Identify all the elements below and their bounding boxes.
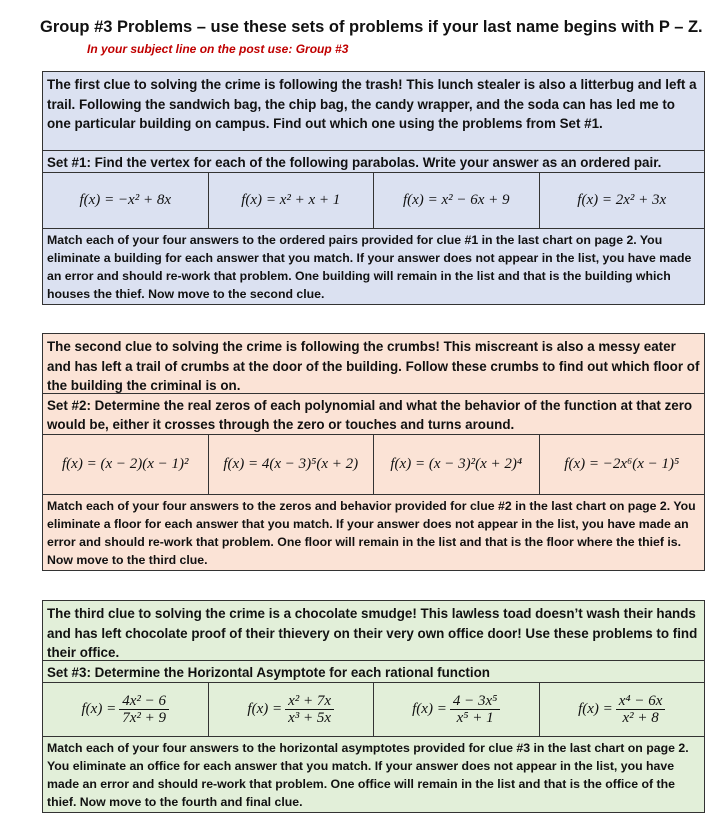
equation-lhs: f(x): [79, 192, 101, 208]
denominator: 7x² + 9: [122, 710, 166, 726]
fraction: [119, 693, 169, 726]
equation-lhs: f(x): [390, 456, 412, 472]
clue-3-box: [42, 600, 705, 813]
numerator: x² + 7x: [285, 693, 334, 710]
equation-lhs: f(x): [402, 192, 424, 208]
set-1-equation-4: f(x) = 2x² + 3x: [577, 192, 667, 208]
equation-lhs: f(x): [241, 192, 263, 208]
set-2-equation-2: f(x) = 4(x − 3)⁵(x + 2): [209, 435, 375, 494]
equation-rhs: (x − 2)(x − 1)²: [100, 456, 189, 472]
denominator: x⁵ + 1: [456, 710, 494, 726]
clue-3-match-instructions: Match each of your four answers to the horizontal asymptotes provided for clue #3 in the last chart on page 2. You eliminate an office for each answer that you match. If your answer does not appear in the list, you have made an error and should re-work that problem. One office will remain in the list and that is the office of the thief. Now move to the fourth and final clue.: [47, 741, 689, 809]
equation-rhs: 4(x − 3)⁵(x + 2): [261, 456, 359, 472]
clue-2-match-instructions: Match each of your four answers to the zeros and behavior provided for clue #2 in the last chart on page 2. You eliminate a floor for each answer that you match. If your answer does not appear in the list, you have made an error and should re-work that problem. One floor will remain in the list and that is the floor where the thief is. Now move to the third clue.: [47, 499, 696, 567]
clue-2-box: [42, 333, 705, 571]
set-3-equation-2: f(x) = $\frac{\text{x² + 7x}}{\text{x³ + 5x}}$: [209, 683, 375, 736]
equation-lhs: f(x): [81, 701, 103, 717]
fraction: [450, 693, 501, 726]
equation-lhs: f(x): [247, 701, 269, 717]
numerator: 4 − 3x⁵: [450, 693, 501, 710]
equation-rhs: (x − 3)²(x + 2)⁴: [428, 456, 523, 472]
clue-1-intro: The first clue to solving the crime is following the trash! This lunch stealer is also a litterbug and left a trail. Following the sandwich bag, the chip bag, the candy wrapper, and the soda can has led me to one particular building on campus. Find out which one using the problems from Set #1.: [43, 72, 704, 151]
equation-lhs: f(x): [564, 456, 586, 472]
set-3-heading: Set #3: Determine the Horizontal Asymptote for each rational function: [43, 661, 704, 683]
equation-lhs: f(x): [62, 456, 83, 472]
fraction: [285, 693, 334, 726]
equation-lhs: f(x): [577, 192, 599, 208]
clue-1-match-instructions: Match each of your four answers to the ordered pairs provided for clue #1 in the last chart on page 2. You eliminate a building for each answer that you match. If your answer does not appear in the list, you have made an error and should re-work that problem. One building will remain in the list and that is the building which houses the thief. Now move to the second clue.: [47, 233, 692, 301]
numerator: x⁴ − 6x: [616, 693, 666, 710]
set-1-equations: [43, 173, 704, 229]
set-1-equation-2: f(x) = x² + x + 1: [209, 173, 375, 228]
subject-line-instruction: In your subject line on the post use: Group #3: [87, 42, 349, 56]
equation-lhs: f(x): [412, 701, 433, 717]
set-2-equation-1: f(x) = (x − 2)(x − 1)²: [43, 435, 209, 494]
denominator: x² + 8: [622, 710, 659, 726]
page-title: Group #3 Problems – use these sets of problems if your last name begins with P – Z.: [40, 18, 703, 36]
equation-rhs: x² − 6x + 9: [441, 192, 510, 208]
clue-3-intro: The third clue to solving the crime is a chocolate smudge! This lawless toad doesn’t wash their hands and has left chocolate proof of their thievery on their very own office door! Use these problems to find their office.: [43, 601, 704, 661]
clue-2-intro: The second clue to solving the crime is following the crumbs! This miscreant is also a messy eater and has left a trail of crumbs at the door of the building. Follow these crumbs to find out which floor of the building the criminal is on.: [43, 334, 704, 394]
equation-rhs: −x² + 8x: [117, 192, 171, 208]
set-1-equation-3: f(x) = x² − 6x + 9: [374, 173, 540, 228]
set-1-heading: Set #1: Find the vertex for each of the following parabolas. Write your answer as an ordered pair.: [43, 151, 704, 173]
equation-lhs: f(x): [223, 456, 245, 472]
equation-lhs: f(x): [578, 701, 599, 717]
set-2-heading: Set #2: Determine the real zeros of each polynomial and what the behavior of the function at that zero would be, either it crosses through the zero or touches and turns around.: [43, 394, 704, 435]
fraction: [616, 693, 666, 726]
set-3-equation-4: f(x) = $\frac{\text{x⁴ − 6x}}{\text{x² + 8}}$: [540, 683, 705, 736]
set-3-equation-3: f(x) = $\frac{\text{4 − 3x⁵}}{\text{x⁵ + 1}}$: [374, 683, 540, 736]
set-3-equations: [43, 683, 704, 737]
set-2-equation-3: f(x) = (x − 3)²(x + 2)⁴: [374, 435, 540, 494]
clue-1-box: [42, 71, 705, 305]
set-3-equation-1: f(x) = $\frac{\text{4x² − 6}}{\text{7x² + 9}}$: [43, 683, 209, 736]
numerator: 4x² − 6: [119, 693, 169, 710]
set-2-equation-4: f(x) = −2x⁶(x − 1)⁵: [564, 456, 680, 472]
equation-rhs: −2x⁶(x − 1)⁵: [602, 456, 680, 472]
denominator: x³ + 5x: [288, 710, 332, 726]
equation-rhs: x² + x + 1: [279, 192, 341, 208]
equation-rhs: 2x² + 3x: [615, 192, 667, 208]
set-1-equation-1: f(x) = −x² + 8x: [43, 173, 209, 228]
set-2-equations: [43, 435, 704, 495]
